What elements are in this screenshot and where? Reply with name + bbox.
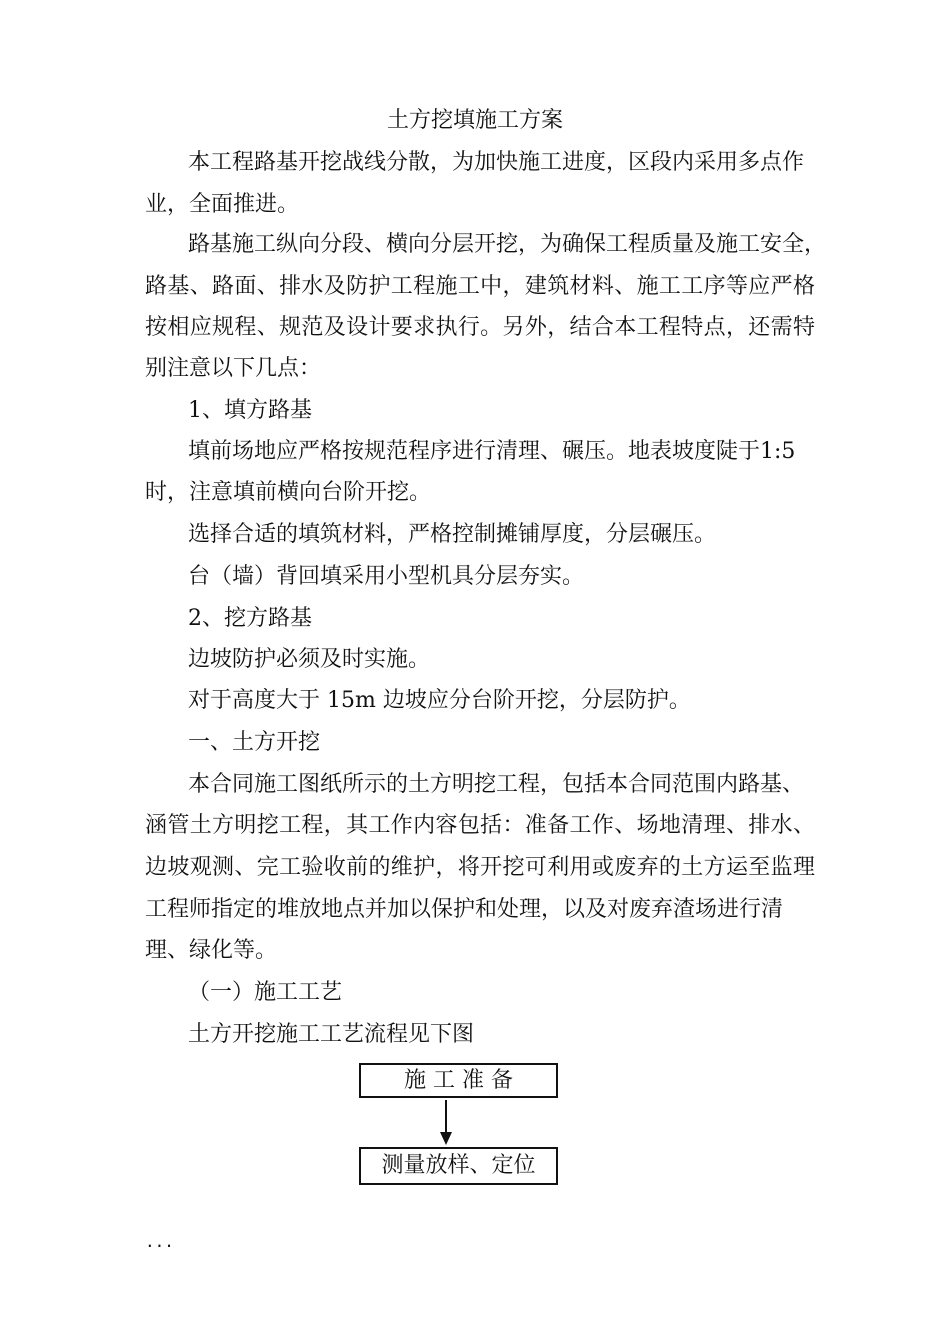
paragraph-line: 土方开挖施工工艺流程见下图 [188, 1022, 475, 1047]
paragraph-line: 本合同施工图纸所示的土方明挖工程，包括本合同范围内路基、 [188, 772, 805, 797]
flowchart-step-preparation: 施 工 准 备 [359, 1063, 558, 1098]
paragraph-line: 涵管土方明挖工程，其工作内容包括：准备工作、场地清理、排水、 [145, 813, 815, 838]
paragraph-line: 理、绿化等。 [145, 938, 278, 963]
section-heading: 2、挖方路基 [188, 606, 312, 631]
paragraph-line: 台（墙）背回填采用小型机具分层夯实。 [188, 564, 585, 589]
page-continuation-mark: ... [145, 1232, 174, 1251]
paragraph-line: 工程师指定的堆放地点并加以保护和处理，以及对废弃渣场进行清 [145, 897, 784, 922]
paragraph-line: 本工程路基开挖战线分散，为加快施工进度，区段内采用多点作 [188, 150, 805, 175]
paragraph-line: 对于高度大于 15m 边坡应分台阶开挖，分层防护。 [188, 688, 691, 713]
paragraph-line: 边坡观测、完工验收前的维护，将开挖可利用或废弃的土方运至监理 [145, 855, 815, 880]
paragraph-line: 按相应规程、规范及设计要求执行。另外，结合本工程特点，还需特 [145, 315, 815, 340]
paragraph-line: 选择合适的填筑材料，严格控制摊铺厚度，分层碾压。 [188, 522, 717, 547]
flowchart-step-survey: 测量放样、定位 [359, 1147, 558, 1185]
flow-arrow-down-icon [436, 1100, 456, 1146]
paragraph-line: 边坡防护必须及时实施。 [188, 647, 431, 672]
paragraph-line: 路基施工纵向分段、横向分层开挖，为确保工程质量及施工安全， [188, 232, 827, 257]
paragraph-line: 路基、路面、排水及防护工程施工中，建筑材料、施工工序等应严格 [145, 274, 815, 299]
paragraph-line: 业，全面推进。 [145, 192, 300, 217]
section-heading: 1、填方路基 [188, 398, 312, 423]
section-heading: 一、土方开挖 [188, 730, 321, 755]
paragraph-line: 别注意以下几点： [145, 356, 322, 381]
section-heading: （一）施工工艺 [188, 980, 343, 1005]
paragraph-line: 填前场地应严格按规范程序进行清理、碾压。地表坡度陡于1:5 [188, 439, 796, 464]
paragraph-line: 时，注意填前横向台阶开挖。 [145, 480, 432, 505]
document-title: 土方挖填施工方案 [386, 108, 563, 133]
